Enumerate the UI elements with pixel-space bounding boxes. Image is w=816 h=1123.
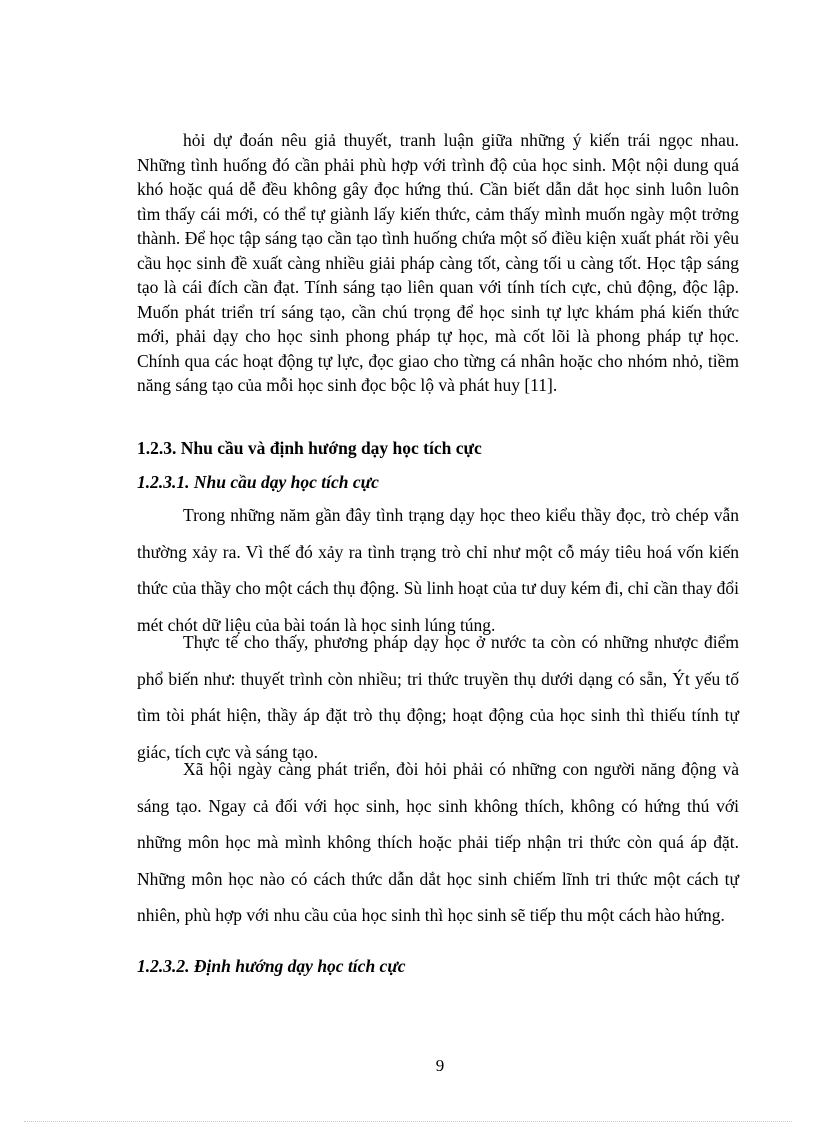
page-bottom-divider (24, 1121, 792, 1122)
paragraph: Xã hội ngày càng phát triển, đòi hỏi phải có những con người năng động và sáng tạo. Ngay cả đối với học sinh, học sinh không thích, không có hứng thú với những môn học mà mình không thích hoặc phải tiếp nhận tri thức còn quá áp đặt. Những môn học nào có cách thức dẫn dắt học sinh chiếm lĩnh tri thức một cách tự nhiên, phù hợp với nhu cầu của học sinh thì học sinh sẽ tiếp thu một cách hào hứng. (137, 759, 739, 925)
body-text-top (137, 128, 739, 398)
paragraph-continued: hỏi dự đoán nêu giả thuyết, tranh luận giữa những ý kiến trái ngọc nhau. Những tình huống đó cần phải phù hợp với trình độ của học sinh. Một nội dung quá khó hoặc quá dễ đều không gây đọc hứng thú. Cần biết dẫn dắt học sinh luôn luôn tìm thấy cái mới, có thể tự giành lấy kiến thức, cảm thấy mình muốn ngày một trởng thành. Để học tập sáng tạo cần tạo tình huống chứa một số điều kiện xuất phát rồi yêu cầu học sinh đề xuất càng nhiều giải pháp càng tốt, càng tối u càng tốt. Học tập sáng tạo là cái đích cần đạt. Tính sáng tạo liên quan với tính tích cực, chủ động, độc lập. Muốn phát triển trí sáng tạo, cần chú trọng để học sinh tự lực khám phá kiến thức mới, phải dạy cho học sinh phong pháp tự học, mà cốt lõi là phong pháp tự học. Chính qua các hoạt động tự lực, đọc giao cho từng cá nhân hoặc cho nhóm nhỏ, tiềm năng sáng tạo của mỗi học sinh đọc bộc lộ và phát huy [11]. (137, 130, 739, 395)
page-number: 9 (435, 1056, 445, 1075)
subsection-heading-1-2-3-2: 1.2.3.2. Định hướng dạy học tích cực (137, 956, 406, 976)
section-heading-1-2-3: 1.2.3. Nhu cầu và định hướng dạy học tích cực (137, 438, 482, 458)
paragraph: Thực tế cho thấy, phương pháp dạy học ở nước ta còn có những nhược điểm phổ biến như: thuyết trình còn nhiều; tri thức truyền thụ dưới dạng có sẵn, Ýt yếu tố tìm tòi phát hiện, thầy áp đặt trò thụ động; hoạt động của học sinh thì thiếu tính tự giác, tích cực và sáng tạo. (137, 632, 739, 762)
subsection-heading-1-2-3-1: 1.2.3.1. Nhu cầu dạy học tích cực (137, 472, 379, 492)
paragraph: Trong những năm gần đây tình trạng dạy học theo kiểu thầy đọc, trò chép vẫn thường xảy ra. Vì thế đó xảy ra tình trạng trò chỉ như một cỗ máy tiêu hoá vốn kiến thức của thầy cho một cách thụ động. Sù linh hoạt của tư duy kém đi, chỉ cần thay đổi mét chót dữ liệu của bài toán là học sinh lúng túng. (137, 505, 739, 635)
